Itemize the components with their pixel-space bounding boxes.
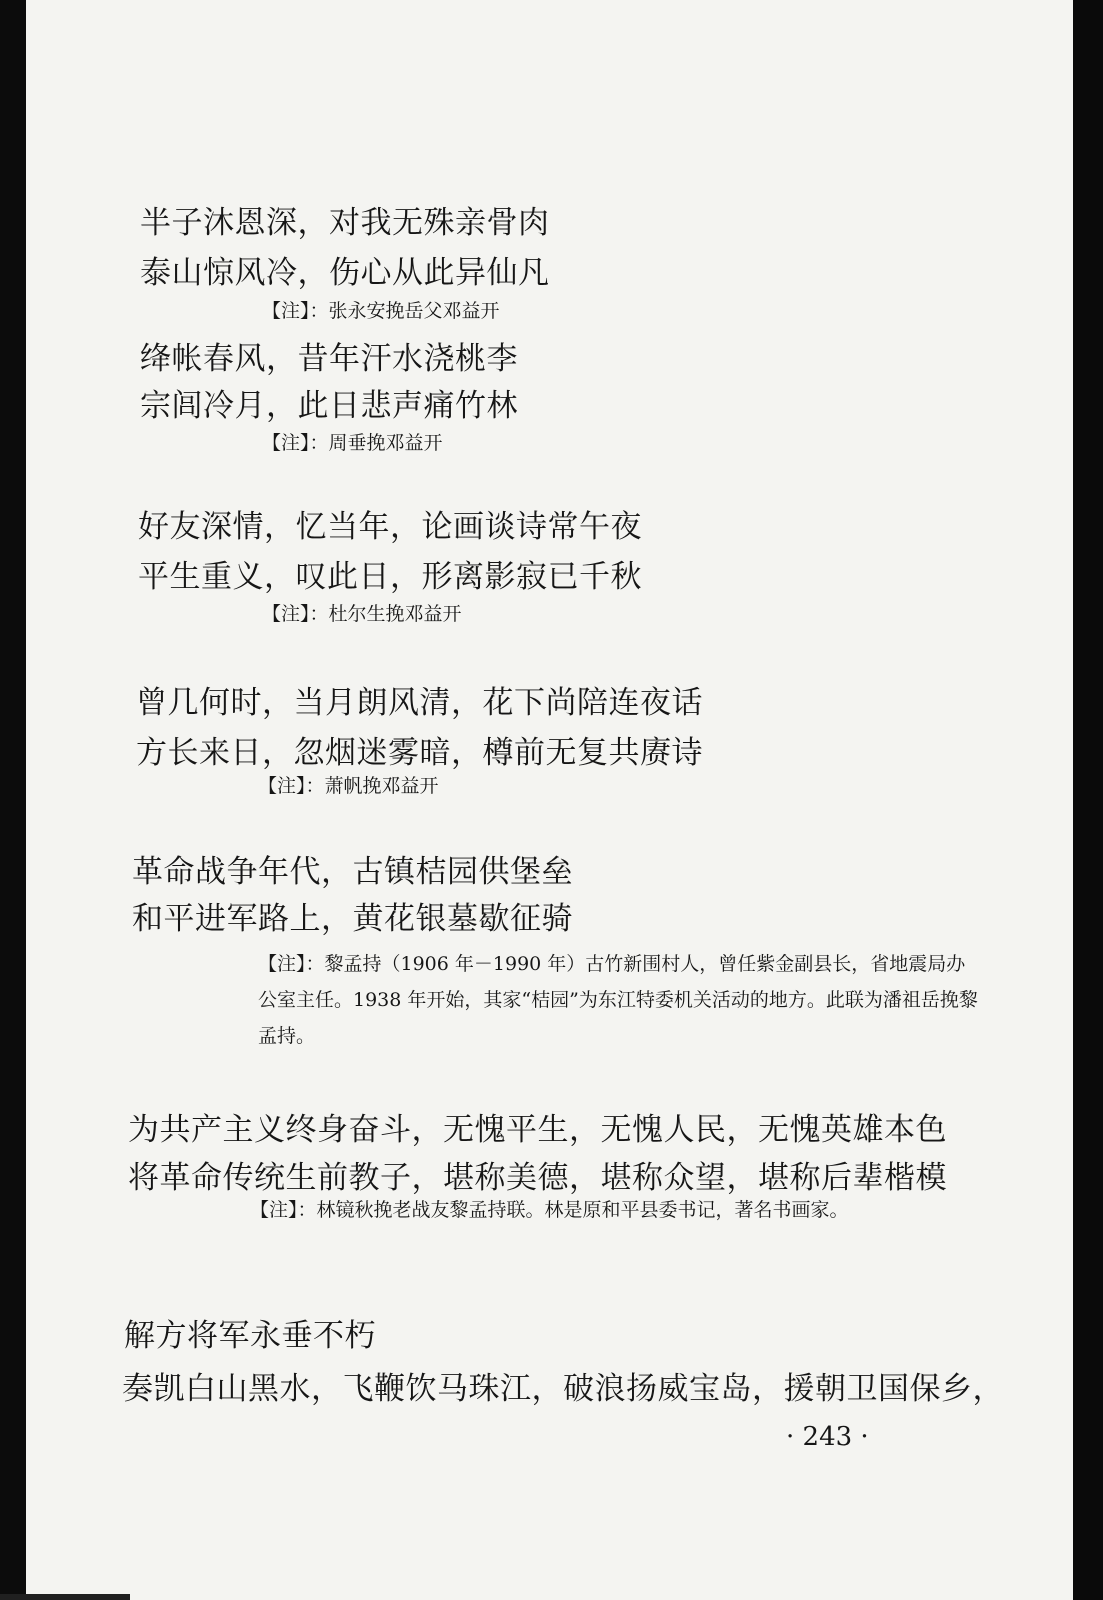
page-number: · 243 · (786, 1422, 869, 1452)
couplet-1-line-1: 半子沐恩深，对我无殊亲骨肉 (140, 205, 550, 241)
couplet-3-line-1: 好友深情，忆当年，论画谈诗常午夜 (138, 509, 642, 545)
couplet-2-line-2: 宗闾冷月，此日悲声痛竹林 (140, 388, 518, 424)
final-line: 奏凯白山黑水，飞鞭饮马珠江，破浪扬威宝岛，援朝卫国保乡， (122, 1371, 1004, 1407)
scan-edge-right (1073, 0, 1103, 1600)
couplet-3-line-2: 平生重义，叹此日，形离影寂已千秋 (138, 559, 642, 595)
couplet-3-note: 【注】：杜尔生挽邓益开 (262, 603, 462, 625)
couplet-5-line-1: 革命战争年代，古镇桔园供堡垒 (132, 854, 573, 890)
couplet-4-note: 【注】：萧帆挽邓益开 (258, 775, 439, 797)
couplet-4-line-2: 方长来日，忽烟迷雾暗，樽前无复共赓诗 (136, 735, 703, 771)
couplet-6-line-1: 为共产主义终身奋斗，无愧平生，无愧人民，无愧英雄本色 (128, 1112, 947, 1148)
scan-edge-bottom (0, 1594, 130, 1600)
scan-edge-left (0, 0, 26, 1600)
couplet-1-line-2: 泰山惊风冷，伤心从此异仙凡 (140, 255, 550, 291)
couplet-5-note: 【注】：黎孟持（1906 年－1990 年）古竹新围村人，曾任紫金副县长，省地震局办公室主任。1938 年开始，其家“桔园”为东江特委机关活动的地方。此联为潘祖岳挽黎孟持。 (258, 953, 978, 1047)
couplet-2-line-1: 绛帐春风，昔年汗水浇桃李 (140, 341, 518, 377)
couplet-6-line-2: 将革命传统生前教子，堪称美德，堪称众望，堪称后辈楷模 (128, 1160, 947, 1196)
couplet-4-line-1: 曾几何时，当月朗风清，花下尚陪连夜话 (136, 685, 703, 721)
couplet-1-note: 【注】：张永安挽岳父邓益开 (262, 300, 500, 322)
couplet-6-note: 【注】：林镜秋挽老战友黎孟持联。林是原和平县委书记，著名书画家。 (250, 1199, 849, 1221)
final-heading: 解方将军永垂不朽 (124, 1318, 376, 1354)
couplet-5-line-2: 和平进军路上，黄花银墓歇征骑 (132, 901, 573, 937)
couplet-2-note: 【注】：周垂挽邓益开 (262, 432, 443, 454)
